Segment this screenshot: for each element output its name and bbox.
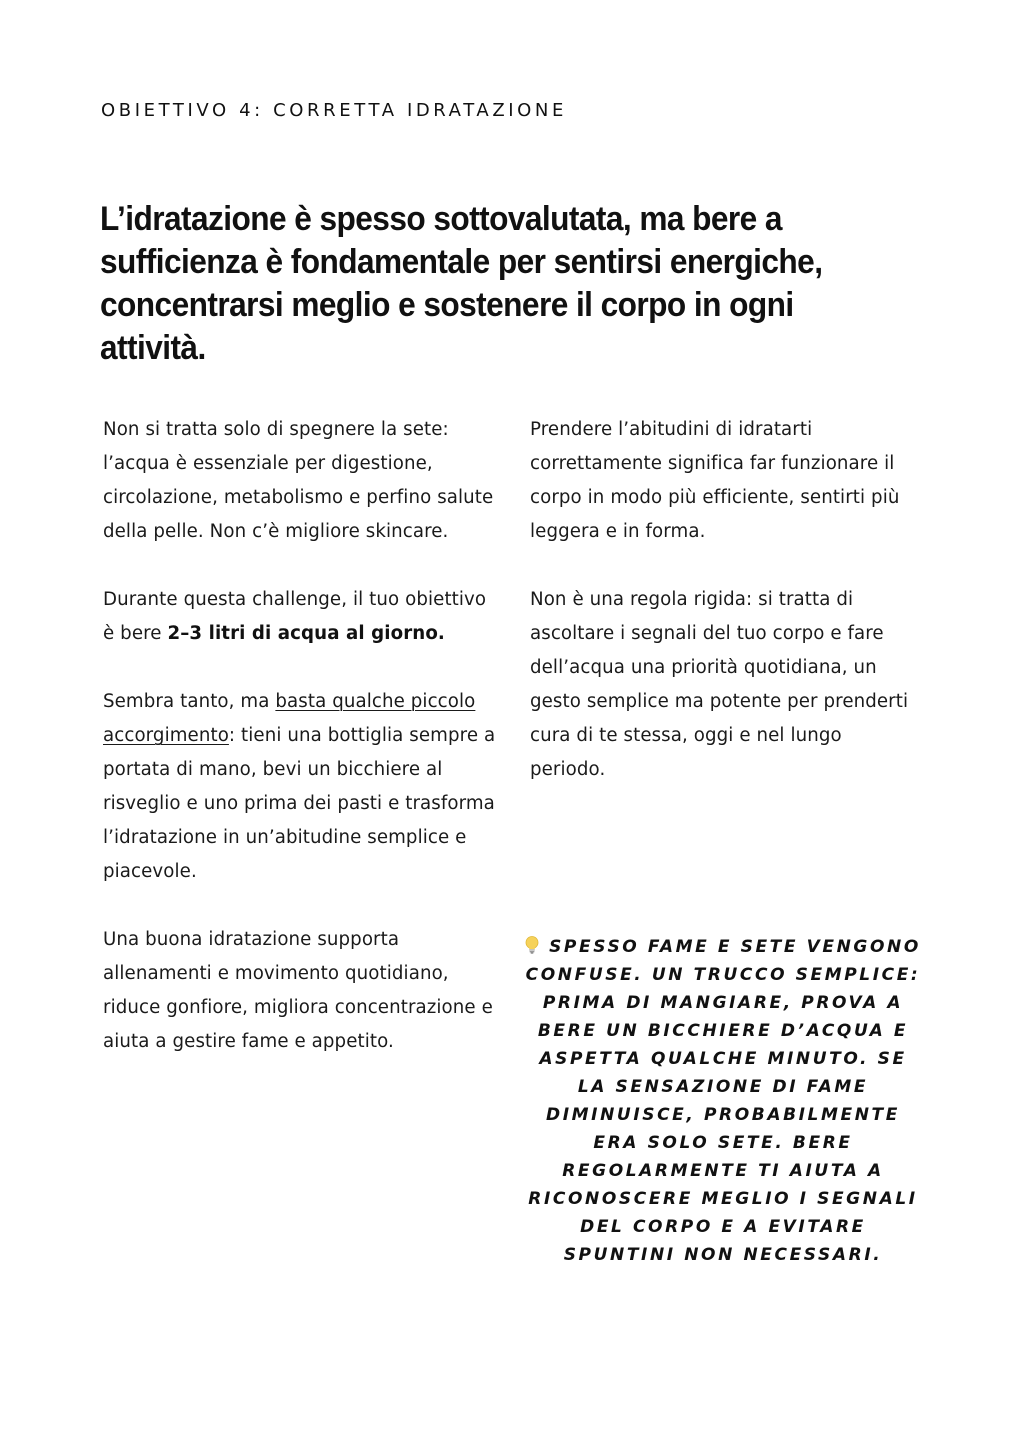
right-paragraph-2: Non è una regola rigida: si tratta di ascoltare i segnali del tuo corpo e fare dell’acqua una priorità quotidiana, un gesto semplice ma potente per prenderti cura di te stessa, oggi e nel lungo periodo.	[530, 589, 909, 780]
page-title: L’idratazione è spesso sottovalutata, ma bere a sufficienza è fondamentale per sentirsi energiche, concentrarsi meglio e sostenere il corpo in ogni attività.	[100, 200, 823, 367]
tip-text: SPESSO FAME E SETE VENGONO CONFUSE. UN TRUCCO SEMPLICE: PRIMA DI MANGIARE, PROVA A BERE UN BICCHIERE D’ACQUA E ASPETTA QUALCHE MINUTO. SE LA SENSAZIONE DI FAME DIMINUISCE, PROBABILMENTE ERA SOLO SETE. BERE REGOLARMENTE TI AIUTA A RICONOSCERE MEGLIO I SEGNALI DEL CORPO E A EVITARE SPUNTINI NON NECESSARI.	[525, 937, 921, 1265]
left-column	[103, 413, 498, 1093]
left-paragraph-1: Non si tratta solo di spegnere la sete: l’acqua è essenziale per digestione, circolazione, metabolismo e perfino salute della pelle. Non c’è migliore skincare.	[103, 419, 494, 542]
tip-intro-text: Sembra tanto, ma	[103, 691, 276, 712]
right-column	[530, 413, 920, 821]
tip-detail-text: : tieni una bottiglia sempre a portata di mano, bevi un bicchiere al risveglio e uno prima dei pasti e trasforma l’idratazione in un’abitudine semplice e piacevole.	[103, 725, 496, 882]
water-goal-text: 2–3 litri di acqua al giorno.	[167, 623, 445, 644]
right-paragraph-1: Prendere l’abitudini di idratarti correttamente significa far funzionare il corpo in modo più efficiente, sentirti più leggera e in forma.	[530, 419, 900, 542]
left-paragraph-2	[103, 583, 498, 651]
section-label: OBIETTIVO 4: CORRETTA IDRATAZIONE	[101, 100, 567, 121]
goal-intro-text: Durante questa challenge, il tuo obiettivo è bere	[103, 589, 487, 644]
lightbulb-icon	[525, 936, 539, 954]
left-paragraph-3	[103, 685, 498, 889]
left-paragraph-4: Una buona idratazione supporta allenamenti e movimento quotidiano, riduce gonfiore, migliora concentrazione e aiuta a gestire fame e appetito.	[103, 929, 493, 1052]
underlined-phrase: basta qualche piccolo accorgimento	[103, 691, 476, 746]
tip-callout	[523, 933, 923, 1269]
